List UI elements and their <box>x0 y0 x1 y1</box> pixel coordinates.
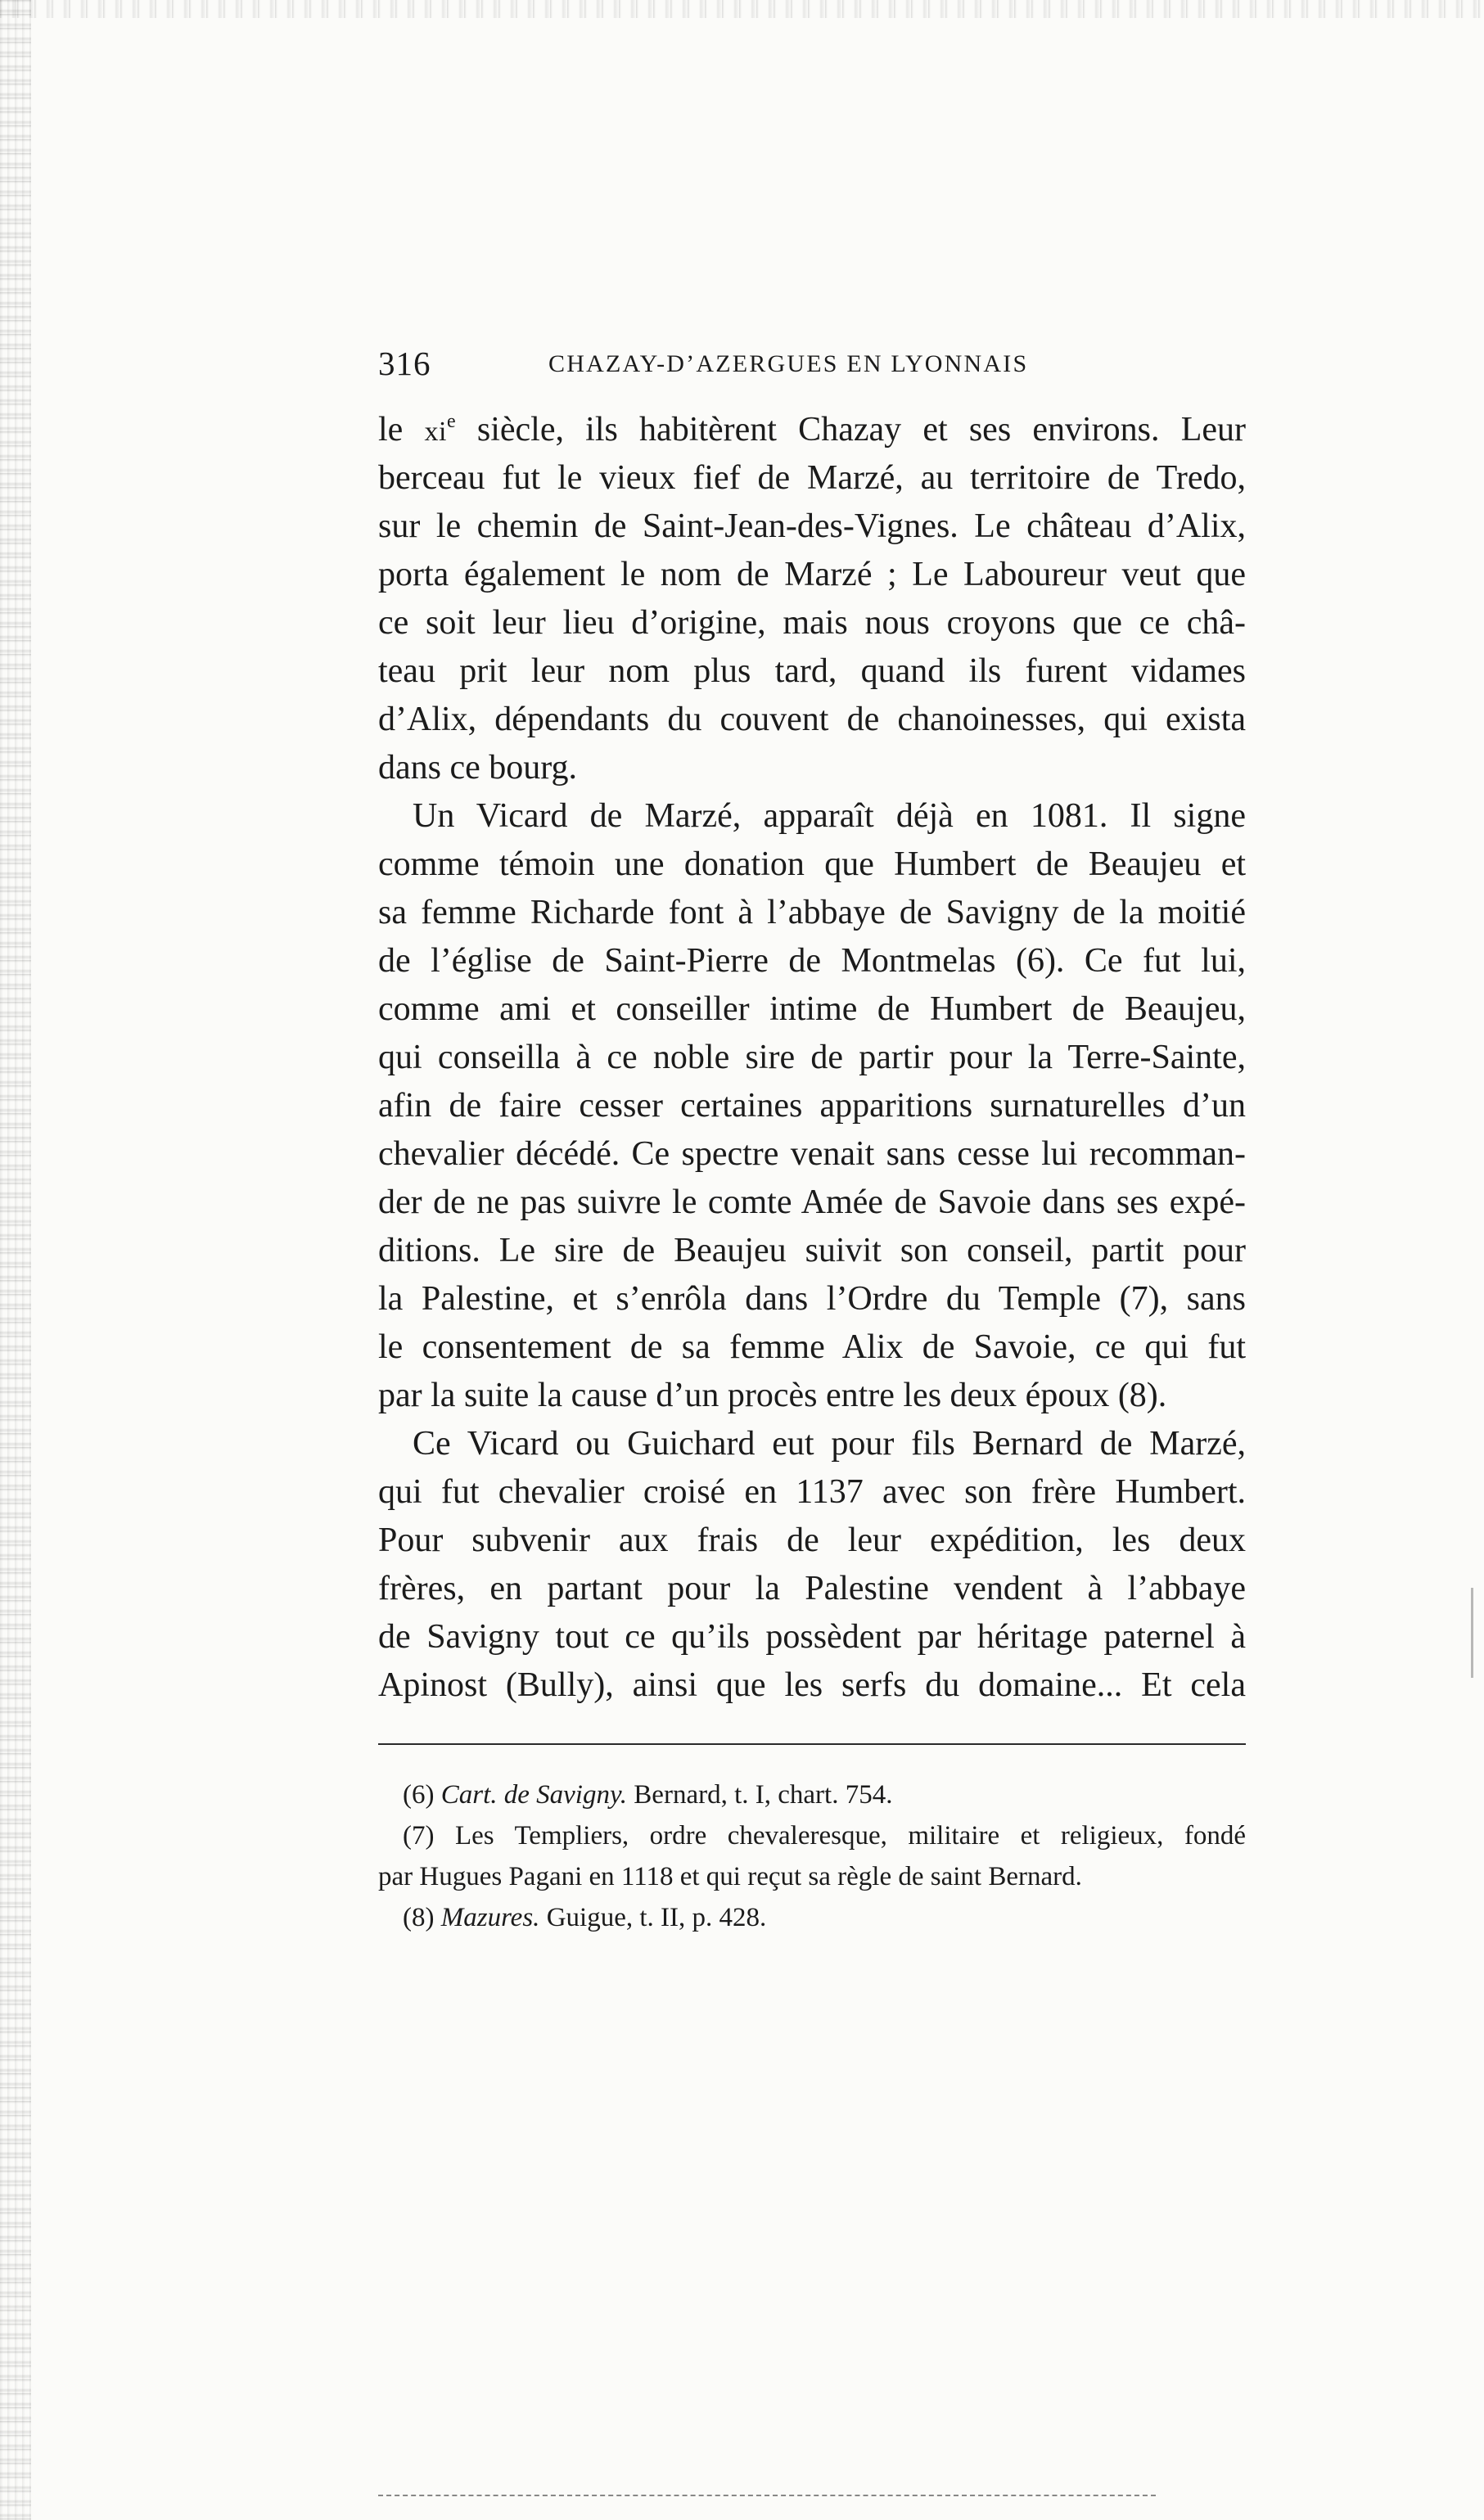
text-line: le consentement de sa femme Alix de Savoie, ce qui fut <box>378 1328 1246 1366</box>
scan-edge-top <box>0 0 1484 18</box>
text-line: par la suite la cause d’un procès entre les deux époux (8). <box>378 1377 1167 1414</box>
scan-edge-mark <box>1471 1588 1473 1678</box>
text-line: Un Vicard de Marzé, apparaît déjà en 1081. Il signe <box>413 797 1246 835</box>
text-line: qui conseilla à ce noble sire de partir pour la Terre-Sainte, <box>378 1039 1246 1076</box>
text-line: Apinost (Bully), ainsi que les serfs du domaine... Et cela <box>378 1666 1246 1704</box>
footnote-8: (8) Mazures. Guigue, t. II, p. 428. <box>403 1903 767 1932</box>
text-line: afin de faire cesser certaines apparitions surnaturelles d’un <box>378 1087 1246 1125</box>
text-line: comme témoin une donation que Humbert de Beaujeu et <box>378 845 1246 883</box>
text-line: le $xi^e$ siècle, ils habitèrent Chazay et ses environs. Leur <box>378 411 1247 449</box>
text-line: chevalier décédé. Ce spectre venait sans cesse lui recomman- <box>378 1135 1246 1173</box>
text-line: ce soit leur lieu d’origine, mais nous croyons que ce châ- <box>378 604 1246 642</box>
footnote-6: (6) Cart. de Savigny. Bernard, t. I, chart. 754. <box>403 1780 893 1810</box>
text-line: la Palestine, et s’enrôla dans l’Ordre du Temple (7), sans <box>378 1280 1246 1318</box>
text-line: sa femme Richarde font à l’abbaye de Savigny de la moitié <box>378 894 1246 931</box>
page-number: 316 <box>378 345 431 382</box>
text-line: Pour subvenir aux frais de leur expédition, les deux <box>378 1521 1246 1559</box>
text-line: de Savigny tout ce qu’ils possèdent par héritage paternel à <box>378 1618 1246 1656</box>
running-title: CHAZAY-D’AZERGUES EN LYONNAIS <box>548 350 1029 377</box>
text-line: frères, en partant pour la Palestine vendent à l’abbaye <box>378 1570 1246 1607</box>
body-text <box>378 406 1246 1710</box>
text-line: der de ne pas suivre le comte Amée de Savoie dans ses expé- <box>378 1183 1246 1221</box>
text-line: dans ce bourg. <box>378 749 577 787</box>
text-line: qui fut chevalier croisé en 1137 avec son frère Humbert. <box>378 1473 1246 1511</box>
text-line: sur le chemin de Saint-Jean-des-Vignes. Le château d’Alix, <box>378 507 1246 545</box>
text-line: d’Alix, dépendants du couvent de chanoinesses, qui exista <box>378 701 1246 738</box>
text-line: comme ami et conseiller intime de Humbert de Beaujeu, <box>378 990 1246 1028</box>
text-line: berceau fut le vieux fief de Marzé, au territoire de Tredo, <box>378 459 1246 497</box>
scan-edge-left <box>0 0 31 2520</box>
footnote-rule <box>378 1743 1246 1745</box>
footnotes <box>378 1774 1246 1938</box>
running-head <box>378 344 1246 393</box>
footnote-7: (7) Les Templiers, ordre chevaleresque, militaire et religieux, fondé <box>403 1821 1246 1851</box>
text-line: teau prit leur nom plus tard, quand ils furent vidames <box>378 652 1246 690</box>
text-line: Ce Vicard ou Guichard eut pour fils Bernard de Marzé, <box>413 1425 1246 1463</box>
scan-bottom-edge <box>378 2495 1156 2496</box>
text-line: porta également le nom de Marzé ; Le Laboureur veut que <box>378 556 1246 593</box>
footnote-7-continued: par Hugues Pagani en 1118 et qui reçut sa règle de saint Bernard. <box>378 1862 1082 1891</box>
text-line: de l’église de Saint-Pierre de Montmelas (6). Ce fut lui, <box>378 942 1246 980</box>
text-line: ditions. Le sire de Beaujeu suivit son conseil, partit pour <box>378 1232 1246 1269</box>
